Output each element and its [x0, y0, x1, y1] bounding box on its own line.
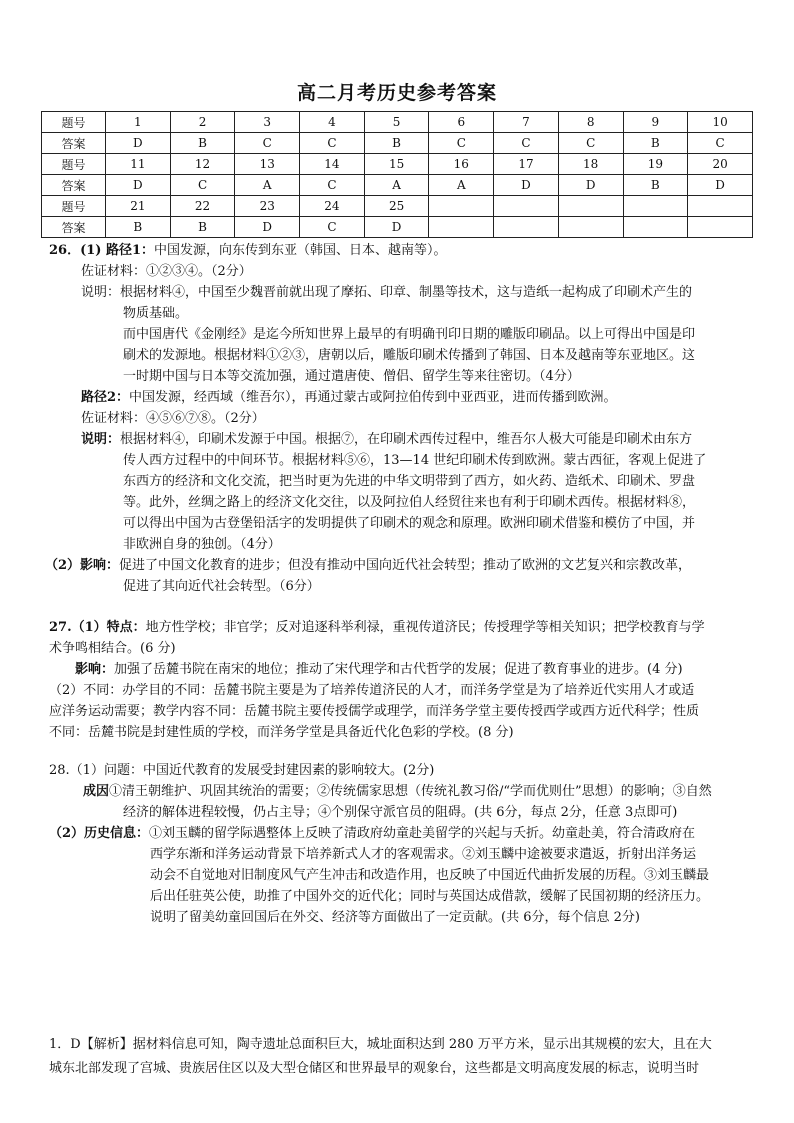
- answer-table-cell: C: [494, 133, 559, 154]
- q26-evidence2: 佐证材料：④⑤⑥⑦⑧。（2分）: [81, 411, 265, 426]
- q27-line3: [49, 659, 769, 680]
- q26-explain2-line5: 可以得出中国为古登堡铅活字的发明提供了印刷术的观念和原理。欧洲印刷术借鉴和模仿了中国，并: [123, 516, 696, 531]
- q26-path1-line: [49, 240, 769, 261]
- q26-path1-text: 中国发源，向东传到东亚（韩国、日本、越南等）。: [154, 243, 447, 258]
- answer-table-row: [42, 217, 753, 238]
- q27-line2: 术争鸣相结合。(6 分): [49, 641, 176, 656]
- answer-table-row-label: 题号: [42, 112, 106, 133]
- q26-explain1-line5: 一时期中国与日本等交流加强，通过遣唐使、僧侣、留学生等来往密切。（4分）: [123, 369, 580, 384]
- answer-table-cell: 14: [300, 154, 365, 175]
- answer-table-cell: 1: [106, 112, 171, 133]
- answer-table-cell: 11: [106, 154, 171, 175]
- answer-table-cell: 3: [235, 112, 300, 133]
- q26-explain2-line2: 传人西方过程中的中间环节。根据材料⑤⑥，13—14 世纪印刷术传到欧洲。蒙古西征，客观上促进了: [123, 453, 707, 468]
- q26-explain2-label: 说明：: [81, 432, 121, 447]
- answer-table-row: [42, 175, 753, 196]
- q26-explain1-text: 根据材料④，中国至少魏晋前就出现了摩拓、印章、制墨等技术，这与造纸一起构成了印刷术产生的: [120, 285, 693, 300]
- q28-line5: 西学东渐和洋务运动背景下培养新式人才的客观需求。②刘玉麟中途被要求遣返，折射出洋务运: [150, 847, 697, 862]
- answer-table-cell: C: [300, 175, 365, 196]
- answer-table-cell: 7: [494, 112, 559, 133]
- q28-line1: 28.（1）问题：中国近代教育的发展受封建因素的影响较大。(2分): [49, 763, 435, 778]
- answer-table-cell: 19: [623, 154, 688, 175]
- explain-line2: 城东北部发现了宫城、贵族居住区以及大型仓储区和世界最早的观象台，这些都是文明高度发展的标志，说明当时: [49, 1061, 700, 1076]
- answer-table-cell: 16: [429, 154, 494, 175]
- q26-path1-label: 26．(1) 路径1：: [49, 243, 155, 258]
- answer-table-cell: 5: [364, 112, 429, 133]
- q26-explain1-line4: 刷术的发源地。根据材料①②③，唐朝以后，雕版印刷术传播到了韩国、日本及越南等东亚地区。这: [123, 348, 696, 363]
- q27-line4: （2）不同：办学目的不同：岳麓书院主要是为了培养传道济民的人才，而洋务学堂是为了培养近代实用人才或适: [49, 683, 695, 698]
- q26-explain1-line3: 而中国唐代《金刚经》是迄今所知世界上最早的有明确刊印日期的雕版印刷品。以上可得出中国是印: [123, 327, 696, 342]
- q28-cause-text: ①清王朝维护、巩固其统治的需要；②传统儒家思想（传统礼教习俗/“学而优则仕”思想）的影响；③自然: [109, 784, 712, 799]
- answer-table-row-label: 答案: [42, 175, 106, 196]
- explanation-section: [49, 1033, 769, 1081]
- q28-info-text: ①刘玉麟的留学际遇整体上反映了清政府幼童赴美留学的兴起与夭折。幼童赴美，符合清政府在: [149, 826, 696, 841]
- q28-cause-label: 成因: [83, 784, 110, 799]
- answer-table-cell: [494, 196, 559, 217]
- answer-table-cell: 4: [300, 112, 365, 133]
- q26-impact-text: 促进了中国文化教育的进步；但没有推动中国向近代社会转型；推动了欧洲的文艺复兴和宗教改革，: [119, 558, 692, 573]
- q26-explain1-line1: [49, 282, 769, 303]
- answer-table-cell: 22: [170, 196, 235, 217]
- answer-table-cell: 13: [235, 154, 300, 175]
- answer-table-cell: 15: [364, 154, 429, 175]
- answer-table: [41, 111, 753, 238]
- answer-table-cell: [429, 196, 494, 217]
- answer-table-row: [42, 196, 753, 217]
- q28-line7: 后出任驻英公使，助推了中国外交的近代化；同时与英国达成借款，缓解了民国初期的经济压力。: [150, 889, 710, 904]
- answer-table-cell: B: [170, 133, 235, 154]
- answer-table-cell: B: [623, 133, 688, 154]
- q26-path2-line: [49, 387, 769, 408]
- answer-table-cell: 8: [558, 112, 623, 133]
- answer-table-row-label: 题号: [42, 154, 106, 175]
- answer-table-cell: 9: [623, 112, 688, 133]
- q26-impact-line2: 促进了其向近代社会转型。（6分）: [123, 579, 320, 594]
- q27-line1: [49, 617, 769, 638]
- answer-table-cell: 17: [494, 154, 559, 175]
- answer-table-cell: A: [429, 175, 494, 196]
- q27-line6: 不同：岳麓书院是封建性质的学校，而洋务学堂是具备近代化色彩的学校。(8 分): [49, 725, 514, 740]
- answer-table-cell: [558, 196, 623, 217]
- q28-line2: [49, 781, 769, 802]
- answer-table-cell: 21: [106, 196, 171, 217]
- answer-table-cell: [558, 217, 623, 238]
- answer-table-cell: [688, 196, 753, 217]
- page-title: 高二月考历史参考答案: [296, 82, 497, 104]
- answer-table-cell: D: [688, 175, 753, 196]
- q28-line6: 动会不自觉地对旧制度风气产生冲击和改造作用，也反映了中国近代曲折发展的历程。③刘玉麟最: [150, 868, 710, 883]
- answer-table-cell: D: [106, 133, 171, 154]
- q27-feature-text: 地方性学校；非官学；反对追逐科举利禄，重视传道济民；传授理学等相关知识；把学校教育与学: [145, 620, 705, 635]
- answer-table-cell: [623, 196, 688, 217]
- q28-line8: 说明了留美幼童回国后在外交、经济等方面做出了一定贡献。(共 6分，每个信息 2分): [150, 910, 640, 925]
- answer-table-cell: C: [170, 175, 235, 196]
- answer-table-cell: A: [235, 175, 300, 196]
- answer-table-cell: [429, 217, 494, 238]
- answer-table-cell: 23: [235, 196, 300, 217]
- answer-table-cell: 20: [688, 154, 753, 175]
- q26-explain2-text: 根据材料④，印刷术发源于中国。根据⑦，在印刷术西传过程中，维吾尔人极大可能是印刷术由东方: [120, 432, 693, 447]
- answer-table-row-label: 答案: [42, 133, 106, 154]
- answer-table-cell: B: [106, 217, 171, 238]
- answer-table-cell: B: [364, 133, 429, 154]
- answer-table-cell: D: [235, 217, 300, 238]
- explain-line1: 1．D【解析】据材料信息可知，陶寺遗址总面积巨大，城址面积达到 280 万平方米，显示出其规模的宏大，且在大: [49, 1037, 712, 1052]
- answer-table-cell: D: [106, 175, 171, 196]
- answer-table-cell: [494, 217, 559, 238]
- question-27: [49, 617, 769, 743]
- q27-feature-label: 27.（1）特点：: [49, 620, 146, 635]
- q27-impact-text: 加强了岳麓书院在南宋的地位；推动了宋代理学和古代哲学的发展；促进了教育事业的进步。(4 分): [114, 662, 683, 677]
- answer-table-cell: D: [494, 175, 559, 196]
- answer-table-cell: C: [558, 133, 623, 154]
- q26-explain2-line4: 等。此外，丝绸之路上的经济文化交往，以及阿拉伯人经贸往来也有利于印刷术西传。根据材料⑧，: [123, 495, 696, 510]
- answer-table-cell: D: [558, 175, 623, 196]
- answer-table-cell: 12: [170, 154, 235, 175]
- answer-table-row: [42, 154, 753, 175]
- answer-table-cell: [623, 217, 688, 238]
- answer-table-cell: 24: [300, 196, 365, 217]
- question-26: [45, 240, 769, 597]
- answer-table-cell: A: [364, 175, 429, 196]
- q26-explain1-line2: 物质基础。: [123, 306, 189, 321]
- answer-table-row: [42, 133, 753, 154]
- answer-table-row: [42, 112, 753, 133]
- q28-line4: [49, 823, 769, 844]
- answer-table-cell: C: [300, 217, 365, 238]
- answer-table-cell: C: [429, 133, 494, 154]
- answer-table-cell: [688, 217, 753, 238]
- q28-info-label: （2）历史信息：: [49, 826, 150, 841]
- q26-impact-label: （2）影响：: [45, 558, 120, 573]
- q28-line3: 经济的解体进程较慢，仍占主导；④个别保守派官员的阻碍。(共 6分，每点 2分，任意 3点即可): [123, 805, 678, 820]
- question-28: [49, 760, 769, 928]
- answer-table-cell: B: [170, 217, 235, 238]
- q27-impact-label: 影响：: [75, 662, 115, 677]
- q26-explain2-line6: 非欧洲自身的独创。（4分）: [123, 537, 281, 552]
- q26-impact-line1: [45, 555, 769, 576]
- answer-table-cell: 2: [170, 112, 235, 133]
- answer-table-cell: B: [623, 175, 688, 196]
- answer-table-cell: 25: [364, 196, 429, 217]
- q26-explain2-line3: 东西方的经济和文化交流，把当时更为先进的中华文明带到了西方，如火药、造纸术、印刷术、罗盘: [123, 474, 696, 489]
- answer-table-cell: 10: [688, 112, 753, 133]
- answer-table-row-label: 题号: [42, 196, 106, 217]
- answer-table-cell: C: [688, 133, 753, 154]
- answer-table-cell: C: [235, 133, 300, 154]
- q26-evidence1: 佐证材料：①②③④。（2分）: [81, 264, 252, 279]
- answer-table-cell: D: [364, 217, 429, 238]
- q26-path2-text: 中国发源，经西域（维吾尔），再通过蒙古或阿拉伯传到中亚西亚，进而传播到欧洲。: [129, 390, 617, 405]
- q27-line5: 应洋务运动需要；教学内容不同：岳麓书院主要传授儒学或理学，而洋务学堂主要传授西学或西方近代科学；性质: [49, 704, 700, 719]
- q26-explain1-label: 说明：: [81, 285, 121, 300]
- answer-table-cell: 6: [429, 112, 494, 133]
- answer-table-cell: C: [300, 133, 365, 154]
- q26-explain2-line1: [49, 429, 769, 450]
- answer-table-row-label: 答案: [42, 217, 106, 238]
- q26-path2-label: 路径2：: [81, 390, 130, 405]
- answer-table-cell: 18: [558, 154, 623, 175]
